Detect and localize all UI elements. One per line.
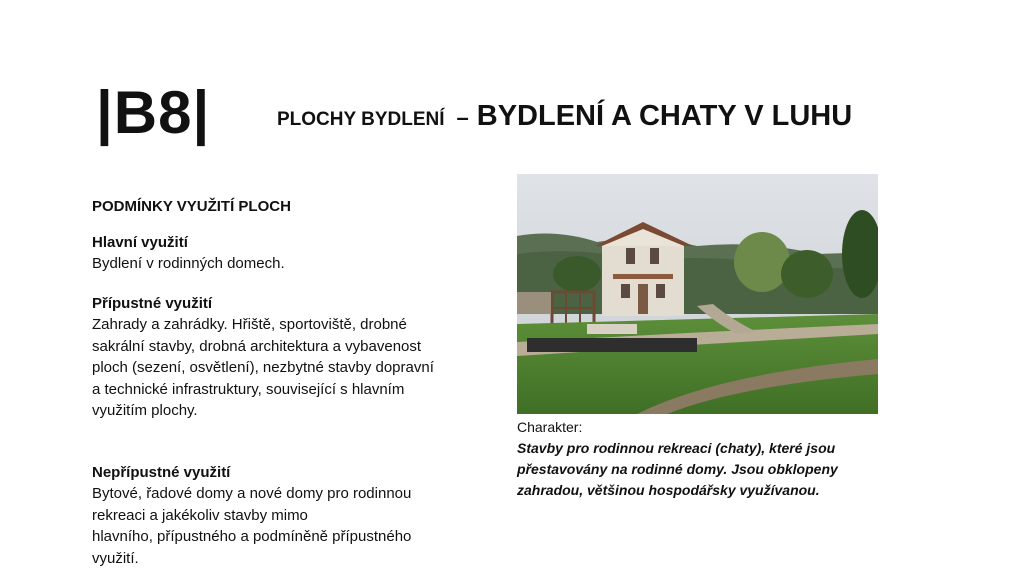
forbidden-use-block xyxy=(92,462,472,570)
main-use-text: Bydlení v rodinných domech. xyxy=(92,255,285,272)
conditions-heading: PODMÍNKY VYUŽITÍ PLOCH xyxy=(92,198,291,215)
main-use-block xyxy=(92,232,472,275)
forbidden-use-line: rekreaci a jakékoliv stavby mimo xyxy=(92,506,308,524)
zone-category: PLOCHY BYDLENÍ xyxy=(277,109,445,130)
permitted-use-line: sakrální stavby, drobná architektura a vybavenost xyxy=(92,337,422,355)
zone-title: BYDLENÍ A CHATY V LUHU xyxy=(476,100,853,132)
title-dash: – xyxy=(456,105,469,130)
permitted-use-label: Přípustné využití xyxy=(92,294,213,312)
character-line: Stavby pro rodinnou rekreaci (chaty), které jsou xyxy=(517,440,836,456)
forbidden-use-label: Nepřípustné využití xyxy=(92,463,231,481)
character-line: přestavovány na rodinné domy. Jsou obklopeny xyxy=(517,461,838,477)
permitted-use-line: a technické infrastruktury, související s hlavním xyxy=(92,380,405,398)
permitted-use-line: Zahrady a zahrádky. Hřiště, sportoviště, drobné xyxy=(92,316,407,333)
character-caption xyxy=(517,417,897,501)
character-label: Charakter: xyxy=(517,419,583,435)
page-title xyxy=(277,100,852,133)
permitted-use-line: využitím plochy. xyxy=(92,402,198,419)
forbidden-use-line: hlavního, přípustného a podmíněně přípustného xyxy=(92,528,412,545)
main-use-label: Hlavní využití xyxy=(92,233,188,251)
character-line: zahradou, většinou hospodářsky využívanou. xyxy=(517,482,820,498)
spacer xyxy=(92,440,472,462)
house-photo xyxy=(517,174,878,414)
permitted-use-line: ploch (sezení, osvětlení), nezbytné stavby dopravní xyxy=(92,359,434,376)
permitted-use-block xyxy=(92,293,472,422)
forbidden-use-line: Bytové, řadové domy a nové domy pro rodinnou xyxy=(92,485,412,502)
zone-code: |B8| xyxy=(96,79,211,146)
conditions-section xyxy=(92,196,472,587)
forbidden-use-line: využití. xyxy=(92,549,139,567)
